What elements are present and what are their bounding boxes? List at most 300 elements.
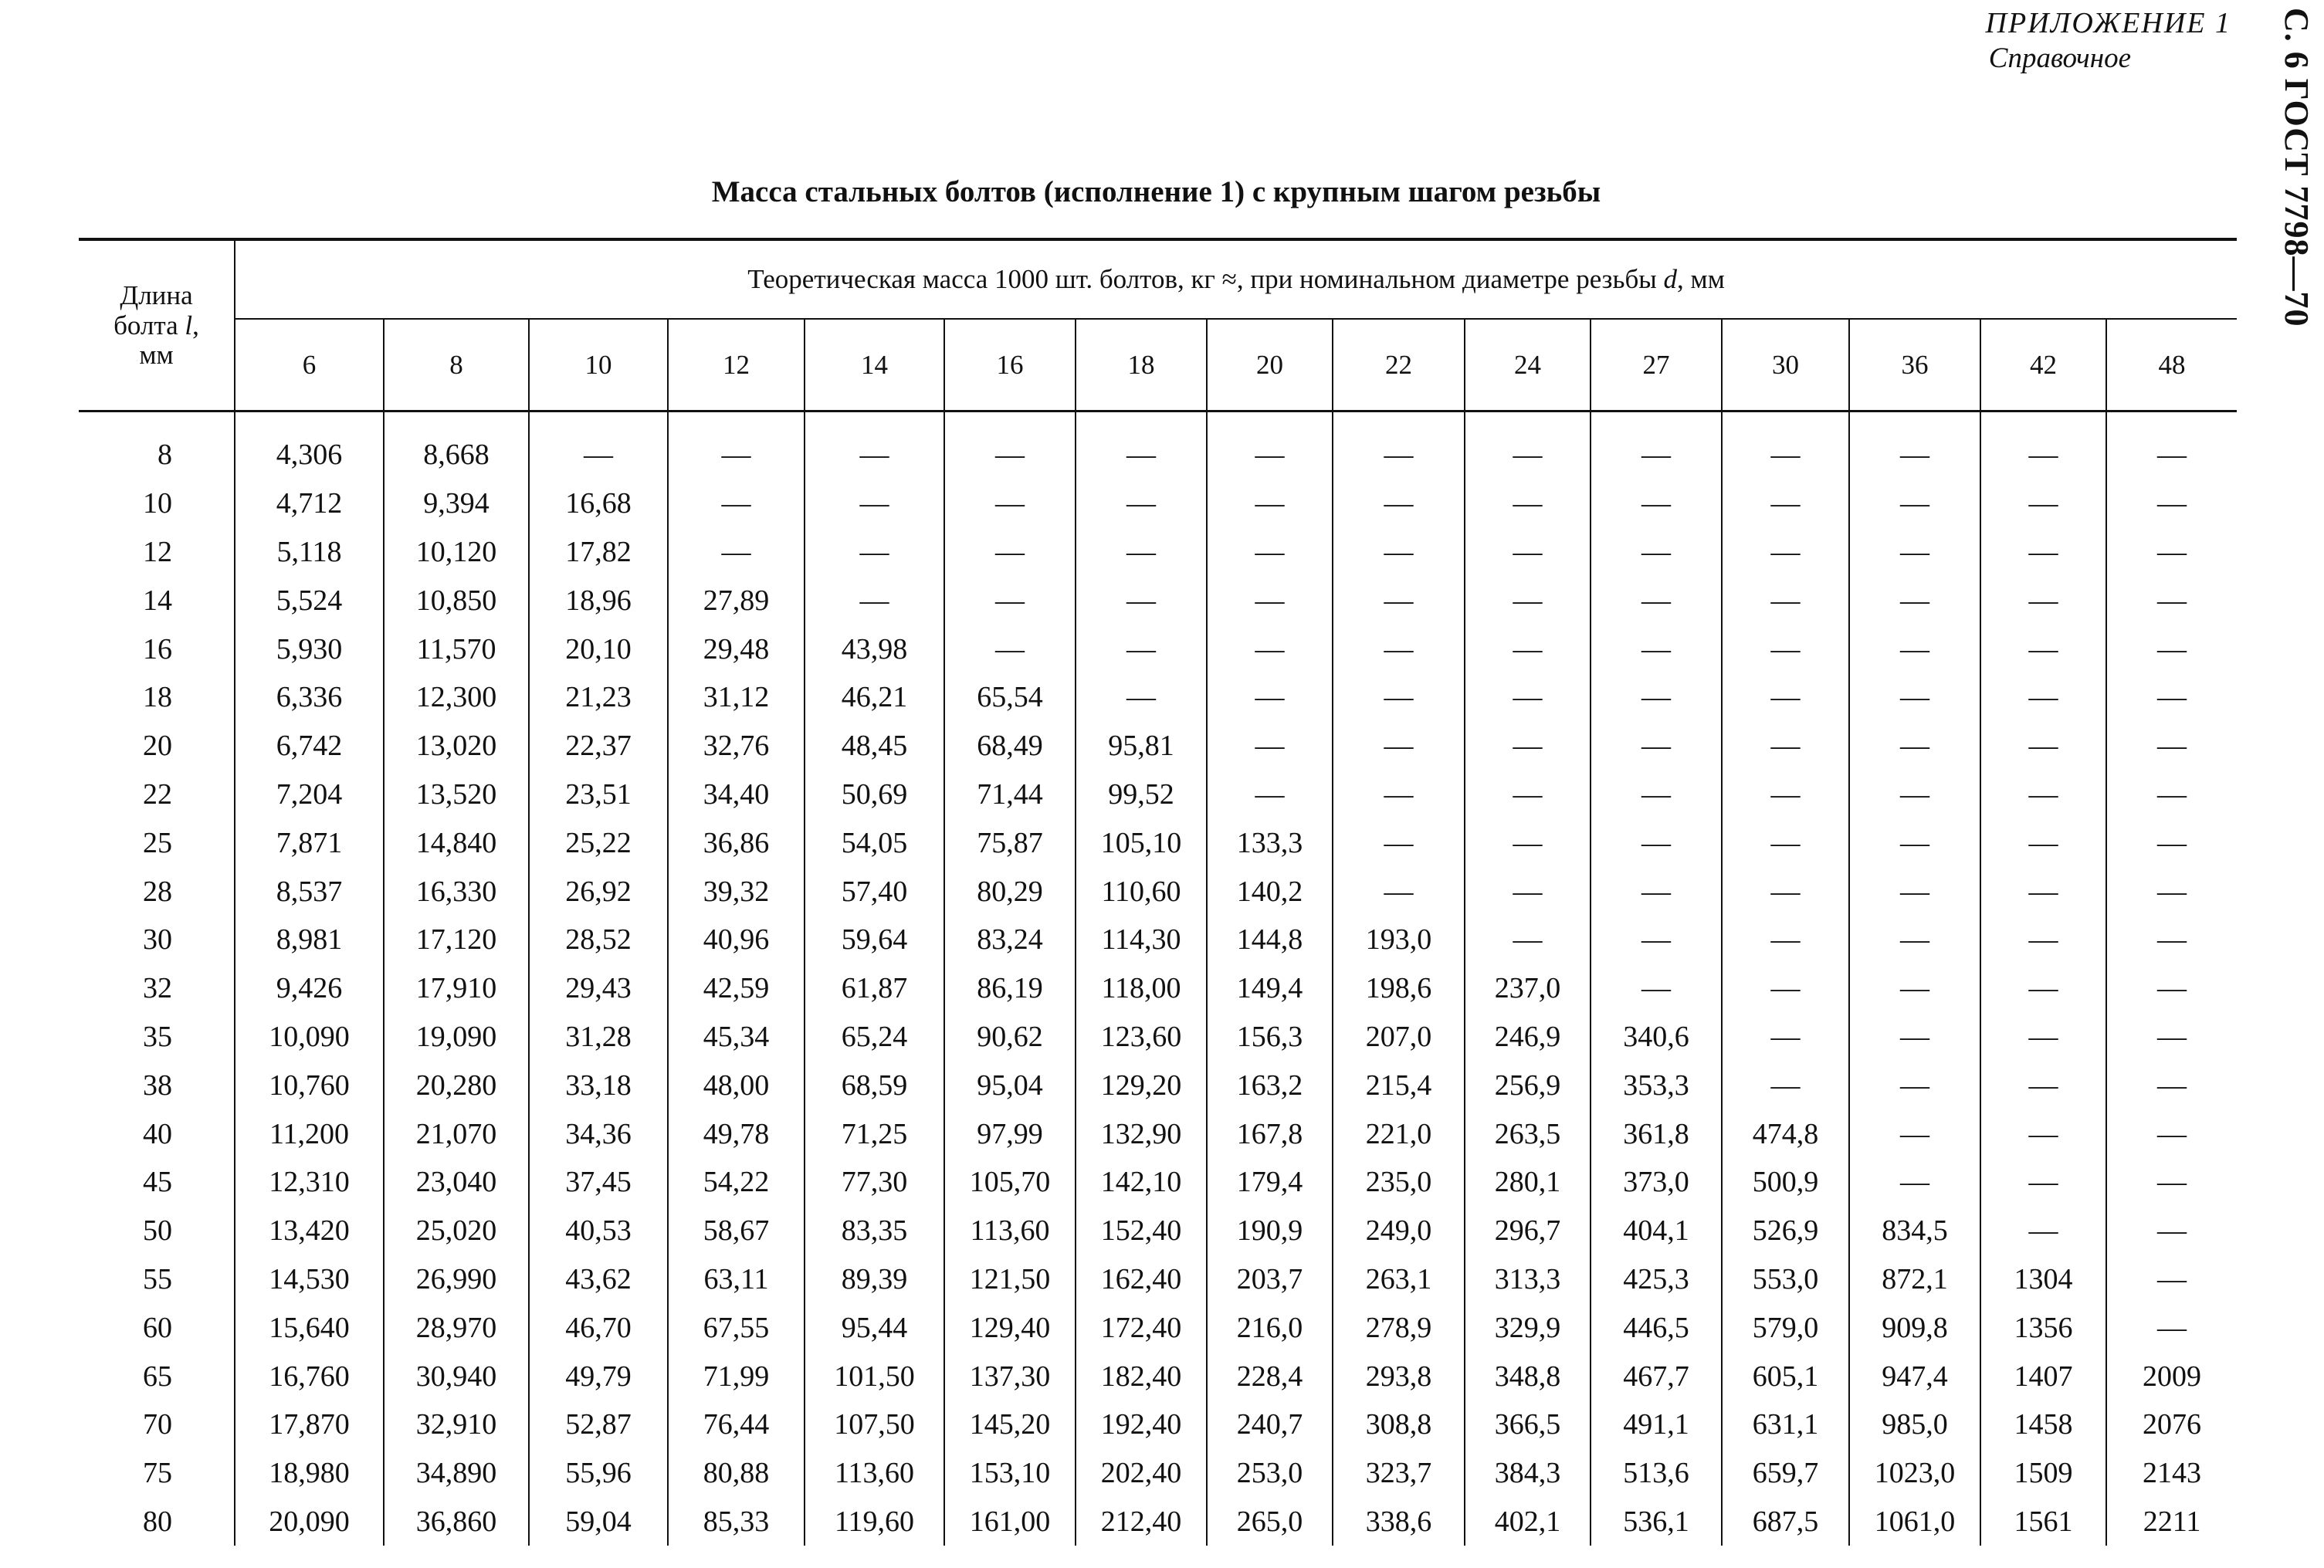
mass-cell-d8: 19,090: [384, 1013, 529, 1062]
spacer-cell: [1980, 411, 2106, 432]
table-row: [79, 770, 2237, 819]
diameter-header-row: [79, 319, 2237, 411]
mass-cell-d20: —: [1207, 479, 1333, 528]
diameter-header-42: 42: [1980, 319, 2106, 411]
mass-cell-d30: —: [1722, 722, 1849, 770]
mass-cell-d22: 221,0: [1333, 1109, 1465, 1158]
mass-cell-d10: 34,36: [529, 1109, 668, 1158]
table-row: [79, 625, 2237, 673]
mass-cell-d16: 90,62: [944, 1013, 1076, 1062]
diameter-header-16: 16: [944, 319, 1076, 411]
mass-cell-d27: —: [1591, 673, 1722, 722]
mass-cell-d48: —: [2157, 681, 2187, 714]
mass-cell-d18: 114,30: [1076, 916, 1207, 964]
mass-cell-d20: 190,9: [1207, 1207, 1333, 1255]
mass-cell-d20: 149,4: [1207, 964, 1333, 1013]
diameter-header-14: 14: [805, 319, 944, 411]
mass-cell-d18: 142,10: [1076, 1158, 1207, 1207]
mass-cell-d24: 348,8: [1465, 1352, 1591, 1400]
mass-cell-d16: 95,04: [944, 1061, 1076, 1109]
mass-cell-d18: 192,40: [1076, 1400, 1207, 1449]
table-row: [79, 1400, 2237, 1449]
mass-cell-d48: —: [2157, 632, 2187, 665]
spacer-cell: [1076, 411, 1207, 432]
length-header-line1: Длина: [120, 280, 193, 310]
mass-cell-d14: 50,69: [805, 770, 944, 819]
mass-cell-d6: 5,930: [235, 625, 384, 673]
mass-cell-d14: 57,40: [805, 867, 944, 916]
table-row: [79, 818, 2237, 867]
mass-cell-d36: 1023,0: [1849, 1449, 1980, 1498]
diameter-header-22: 22: [1333, 319, 1465, 411]
mass-cell-d16: 129,40: [944, 1303, 1076, 1352]
mass-cell-d12: 39,32: [668, 867, 805, 916]
mass-cell-d14: 68,59: [805, 1061, 944, 1109]
mass-cell-d48: 2076: [2143, 1408, 2202, 1441]
mass-cell-d42: —: [1980, 770, 2106, 819]
diameter-header-20: 20: [1207, 319, 1333, 411]
table-row: [79, 1255, 2237, 1304]
mass-cell-d48: —: [2157, 923, 2187, 957]
mass-cell-d14: 59,64: [805, 916, 944, 964]
mass-cell-d14: 89,39: [805, 1255, 944, 1304]
mass-cell-d24: 256,9: [1465, 1061, 1591, 1109]
mass-cell-d14: 43,98: [805, 625, 944, 673]
mass-cell-d8: 16,330: [384, 867, 529, 916]
mass-cell-d36: —: [1849, 722, 1980, 770]
mass-cell-d30: —: [1722, 625, 1849, 673]
mass-cell-d48: 2143: [2143, 1457, 2202, 1490]
table-row: [79, 1207, 2237, 1255]
bolt-length-cell: 38: [79, 1061, 235, 1109]
mass-cell-d18: 110,60: [1076, 867, 1207, 916]
mass-cell-d8: 13,020: [384, 722, 529, 770]
mass-cell-d14: 54,05: [805, 818, 944, 867]
mass-cell-d42: —: [1980, 1061, 2106, 1109]
mass-cell-d22: —: [1333, 625, 1465, 673]
mass-cell-d30: 659,7: [1722, 1449, 1849, 1498]
length-header-suffix: ,: [192, 310, 199, 340]
mass-cell-d22: 338,6: [1333, 1498, 1465, 1546]
mass-cell-d48: —: [2157, 1117, 2187, 1150]
mass-cell-d8: 34,890: [384, 1449, 529, 1498]
bolt-length-cell: 8: [79, 431, 235, 479]
mass-cell-d30: 526,9: [1722, 1207, 1849, 1255]
mass-cell-d24: —: [1465, 818, 1591, 867]
mass-cell-d18: —: [1076, 673, 1207, 722]
mass-cell-d22: 198,6: [1333, 964, 1465, 1013]
mass-cell-d48: —: [2157, 1020, 2187, 1053]
bolt-length-cell: 70: [79, 1400, 235, 1449]
mass-cell-d10: 18,96: [529, 576, 668, 625]
spacer-cell: [384, 411, 529, 432]
mass-cell-d48: —: [2157, 777, 2187, 811]
mass-cell-d16: 161,00: [944, 1498, 1076, 1546]
mass-cell-d48: —: [2157, 439, 2187, 472]
table-row: [79, 1109, 2237, 1158]
spacer-cell: [529, 411, 668, 432]
spacer-cell: [79, 411, 235, 432]
mass-cell-d30: —: [1722, 1061, 1849, 1109]
mass-cell-d42: 1509: [1980, 1449, 2106, 1498]
mass-cell-d20: 216,0: [1207, 1303, 1333, 1352]
mass-cell-d6: 15,640: [235, 1303, 384, 1352]
mass-cell-d22: 215,4: [1333, 1061, 1465, 1109]
mass-cell-d30: 687,5: [1722, 1498, 1849, 1546]
mass-cell-d36: —: [1849, 964, 1980, 1013]
bolt-length-cell: 10: [79, 479, 235, 528]
table-row: [79, 1013, 2237, 1062]
mass-cell-d27: 536,1: [1591, 1498, 1722, 1546]
table-row: [79, 431, 2237, 479]
mass-cell-d10: 46,70: [529, 1303, 668, 1352]
mass-cell-d10: 26,92: [529, 867, 668, 916]
mass-cell-d22: —: [1333, 528, 1465, 577]
mass-cell-d8: 26,990: [384, 1255, 529, 1304]
mass-cell-d8: 17,120: [384, 916, 529, 964]
mass-cell-d12: 76,44: [668, 1400, 805, 1449]
mass-cell-d18: 95,81: [1076, 722, 1207, 770]
mass-cell-d20: —: [1207, 576, 1333, 625]
mass-cell-d24: 263,5: [1465, 1109, 1591, 1158]
mass-cell-d14: 95,44: [805, 1303, 944, 1352]
mass-cell-d48: —: [2157, 1214, 2187, 1248]
mass-cell-d14: 113,60: [805, 1449, 944, 1498]
mass-cell-d22: 308,8: [1333, 1400, 1465, 1449]
page-side-label: С. 6 ГОСТ 7798—70: [2278, 8, 2316, 327]
mass-cell-d8: 28,970: [384, 1303, 529, 1352]
mass-cell-d20: 163,2: [1207, 1061, 1333, 1109]
mass-cell-d48: —: [2157, 875, 2187, 908]
diameter-header-30: 30: [1722, 319, 1849, 411]
mass-cell-d24: —: [1465, 528, 1591, 577]
bolt-length-cell: 35: [79, 1013, 235, 1062]
mass-cell-d14: 71,25: [805, 1109, 944, 1158]
mass-cell-d16: 145,20: [944, 1400, 1076, 1449]
table-row: [79, 867, 2237, 916]
mass-cell-d18: 212,40: [1076, 1498, 1207, 1546]
appendix-title: ПРИЛОЖЕНИЕ 1: [1985, 7, 2231, 39]
mass-cell-d8: 21,070: [384, 1109, 529, 1158]
mass-cell-d22: 207,0: [1333, 1013, 1465, 1062]
mass-cell-d8: 13,520: [384, 770, 529, 819]
mass-cell-d6: 9,426: [235, 964, 384, 1013]
mass-cell-d12: 80,88: [668, 1449, 805, 1498]
mass-cell-d12: 31,12: [668, 673, 805, 722]
spacer-cell: [1207, 411, 1333, 432]
table-row: [79, 576, 2237, 625]
mass-cell-d16: 153,10: [944, 1449, 1076, 1498]
mass-cell-d27: —: [1591, 916, 1722, 964]
mass-cell-d6: 16,760: [235, 1352, 384, 1400]
mass-cell-d8: 25,020: [384, 1207, 529, 1255]
mass-cell-d20: 228,4: [1207, 1352, 1333, 1400]
mass-cell-d30: 553,0: [1722, 1255, 1849, 1304]
mass-cell-d48: —: [2157, 1262, 2187, 1295]
mass-cell-d36: —: [1849, 528, 1980, 577]
mass-cell-d14: 77,30: [805, 1158, 944, 1207]
span-header-prefix: Теоретическая масса 1000 шт. болтов, кг ≈, при номинальном диаметре резьбы: [747, 264, 1664, 294]
mass-cell-d42: —: [1980, 576, 2106, 625]
spacer-cell: [805, 411, 944, 432]
spacer-cell: [1722, 411, 1849, 432]
mass-cell-d30: 500,9: [1722, 1158, 1849, 1207]
mass-cell-d6: 11,200: [235, 1109, 384, 1158]
mass-cell-d42: —: [1980, 916, 2106, 964]
mass-cell-d10: 31,28: [529, 1013, 668, 1062]
mass-cell-d42: 1356: [1980, 1303, 2106, 1352]
mass-cell-d16: 113,60: [944, 1207, 1076, 1255]
mass-cell-d12: 48,00: [668, 1061, 805, 1109]
mass-cell-d24: —: [1465, 722, 1591, 770]
mass-cell-d8: 8,668: [384, 431, 529, 479]
mass-cell-d8: 32,910: [384, 1400, 529, 1449]
mass-cell-d48: —: [2157, 584, 2187, 617]
mass-cell-d30: —: [1722, 770, 1849, 819]
mass-cell-d27: 353,3: [1591, 1061, 1722, 1109]
spacer-cell: [235, 411, 384, 432]
mass-cell-d10: 59,04: [529, 1498, 668, 1546]
mass-cell-d42: —: [1980, 964, 2106, 1013]
mass-cell-d12: 40,96: [668, 916, 805, 964]
mass-cell-d27: —: [1591, 818, 1722, 867]
mass-cell-d27: 491,1: [1591, 1400, 1722, 1449]
mass-cell-d16: —: [944, 479, 1076, 528]
spacer-cell: [944, 411, 1076, 432]
mass-cell-d27: 373,0: [1591, 1158, 1722, 1207]
mass-cell-d22: —: [1333, 431, 1465, 479]
mass-cell-d42: —: [1980, 1109, 2106, 1158]
mass-cell-d42: —: [1980, 528, 2106, 577]
table-row: [79, 964, 2237, 1013]
table-row: [79, 1498, 2237, 1546]
table-body: [79, 411, 2237, 1546]
bolt-length-cell: 12: [79, 528, 235, 577]
mass-cell-d14: —: [805, 576, 944, 625]
mass-cell-d27: 425,3: [1591, 1255, 1722, 1304]
mass-cell-d18: —: [1076, 625, 1207, 673]
bolt-mass-table: [79, 238, 2237, 1546]
spacer-row: [79, 411, 2237, 432]
mass-cell-d16: —: [944, 576, 1076, 625]
mass-cell-d10: 29,43: [529, 964, 668, 1013]
mass-cell-d10: 23,51: [529, 770, 668, 819]
diameter-header-48: 48: [2106, 319, 2237, 411]
mass-cell-d10: 37,45: [529, 1158, 668, 1207]
mass-cell-d27: —: [1591, 964, 1722, 1013]
mass-cell-d12: 49,78: [668, 1109, 805, 1158]
diameter-header-8: 8: [384, 319, 529, 411]
mass-cell-d30: —: [1722, 916, 1849, 964]
mass-cell-d27: —: [1591, 625, 1722, 673]
mass-cell-d16: 137,30: [944, 1352, 1076, 1400]
mass-cell-d22: 263,1: [1333, 1255, 1465, 1304]
mass-cell-d8: 17,910: [384, 964, 529, 1013]
mass-cell-d48: —: [2157, 1068, 2187, 1102]
mass-cell-d20: —: [1207, 528, 1333, 577]
mass-cell-d22: —: [1333, 576, 1465, 625]
mass-cell-d42: —: [1980, 722, 2106, 770]
mass-cell-d27: 361,8: [1591, 1109, 1722, 1158]
mass-cell-d27: —: [1591, 479, 1722, 528]
mass-cell-d20: 265,0: [1207, 1498, 1333, 1546]
mass-cell-d12: —: [668, 479, 805, 528]
mass-cell-d18: 182,40: [1076, 1352, 1207, 1400]
mass-cell-d18: —: [1076, 576, 1207, 625]
mass-cell-d10: 16,68: [529, 479, 668, 528]
mass-cell-d6: 6,336: [235, 673, 384, 722]
mass-cell-d24: 237,0: [1465, 964, 1591, 1013]
mass-cell-d27: —: [1591, 770, 1722, 819]
diameter-header-36: 36: [1849, 319, 1980, 411]
mass-cell-d48: 2009: [2143, 1360, 2202, 1393]
diameter-header-10: 10: [529, 319, 668, 411]
mass-cell-d12: 34,40: [668, 770, 805, 819]
bolt-length-cell: 18: [79, 673, 235, 722]
mass-cell-d30: —: [1722, 867, 1849, 916]
length-column-header: [79, 239, 235, 411]
mass-cell-d42: —: [1980, 1013, 2106, 1062]
span-header-var: d: [1663, 264, 1678, 294]
mass-cell-d48: —: [2157, 1166, 2187, 1199]
mass-cell-d42: —: [1980, 867, 2106, 916]
mass-cell-d48: —: [2157, 826, 2187, 859]
mass-cell-d48: —: [2157, 535, 2187, 568]
mass-cell-d8: 10,120: [384, 528, 529, 577]
mass-cell-d10: 52,87: [529, 1400, 668, 1449]
mass-cell-d27: 340,6: [1591, 1013, 1722, 1062]
mass-cell-d20: 179,4: [1207, 1158, 1333, 1207]
table-title: Масса стальных болтов (исполнение 1) с крупным шагом резьбы: [711, 175, 1601, 208]
mass-cell-d14: 101,50: [805, 1352, 944, 1400]
mass-cell-d12: 67,55: [668, 1303, 805, 1352]
mass-cell-d36: —: [1849, 916, 1980, 964]
mass-cell-d27: 446,5: [1591, 1303, 1722, 1352]
mass-cell-d6: 7,871: [235, 818, 384, 867]
mass-cell-d48: —: [2157, 1311, 2187, 1344]
mass-cell-d22: 235,0: [1333, 1158, 1465, 1207]
diameter-header-6: 6: [235, 319, 384, 411]
mass-cell-d36: —: [1849, 576, 1980, 625]
mass-cell-d42: 1458: [1980, 1400, 2106, 1449]
mass-cell-d30: 579,0: [1722, 1303, 1849, 1352]
mass-cell-d22: —: [1333, 673, 1465, 722]
mass-cell-d8: 30,940: [384, 1352, 529, 1400]
mass-cell-d12: 71,99: [668, 1352, 805, 1400]
mass-cell-d14: —: [805, 528, 944, 577]
table-row: [79, 1061, 2237, 1109]
spacer-cell: [1333, 411, 1465, 432]
span-header-suffix: , мм: [1677, 264, 1725, 294]
mass-cell-d10: —: [529, 431, 668, 479]
bolt-length-cell: 14: [79, 576, 235, 625]
mass-cell-d36: —: [1849, 867, 1980, 916]
mass-cell-d18: 162,40: [1076, 1255, 1207, 1304]
length-header-var: l: [185, 310, 193, 340]
mass-cell-d16: 65,54: [944, 673, 1076, 722]
mass-cell-d20: 253,0: [1207, 1449, 1333, 1498]
mass-cell-d24: —: [1465, 916, 1591, 964]
mass-cell-d6: 10,090: [235, 1013, 384, 1062]
mass-cell-d36: —: [1849, 479, 1980, 528]
mass-cell-d6: 4,712: [235, 479, 384, 528]
mass-cell-d22: —: [1333, 479, 1465, 528]
mass-cell-d24: 366,5: [1465, 1400, 1591, 1449]
mass-cell-d10: 43,62: [529, 1255, 668, 1304]
mass-cell-d18: 152,40: [1076, 1207, 1207, 1255]
mass-cell-d48: —: [2157, 730, 2187, 763]
mass-cell-d30: —: [1722, 528, 1849, 577]
mass-cell-d36: 1061,0: [1849, 1498, 1980, 1546]
mass-cell-d8: 12,300: [384, 673, 529, 722]
mass-cell-d14: 61,87: [805, 964, 944, 1013]
mass-cell-d12: 27,89: [668, 576, 805, 625]
mass-cell-d12: 45,34: [668, 1013, 805, 1062]
table-row: [79, 1158, 2237, 1207]
mass-cell-d12: —: [668, 431, 805, 479]
mass-cell-d20: 203,7: [1207, 1255, 1333, 1304]
bolt-length-cell: 75: [79, 1449, 235, 1498]
mass-cell-d36: 985,0: [1849, 1400, 1980, 1449]
mass-cell-d27: —: [1591, 431, 1722, 479]
bolt-length-cell: 60: [79, 1303, 235, 1352]
length-header-line2: [79, 311, 234, 341]
mass-cell-d6: 5,118: [235, 528, 384, 577]
mass-cell-d22: —: [1333, 722, 1465, 770]
mass-cell-d20: 167,8: [1207, 1109, 1333, 1158]
mass-cell-d22: 278,9: [1333, 1303, 1465, 1352]
mass-cell-d12: 36,86: [668, 818, 805, 867]
mass-cell-d10: 25,22: [529, 818, 668, 867]
mass-cell-d36: 947,4: [1849, 1352, 1980, 1400]
spacer-cell: [1849, 411, 1980, 432]
bolt-length-cell: 20: [79, 722, 235, 770]
mass-cell-d30: —: [1722, 431, 1849, 479]
mass-cell-d12: 63,11: [668, 1255, 805, 1304]
mass-cell-d42: —: [1980, 625, 2106, 673]
bolt-length-cell: 40: [79, 1109, 235, 1158]
mass-cell-d16: —: [944, 625, 1076, 673]
mass-cell-d14: 83,35: [805, 1207, 944, 1255]
bolt-length-cell: 80: [79, 1498, 235, 1546]
mass-cell-d24: —: [1465, 770, 1591, 819]
mass-cell-d30: —: [1722, 479, 1849, 528]
mass-cell-d42: —: [1980, 1207, 2106, 1255]
mass-cell-d12: 54,22: [668, 1158, 805, 1207]
mass-cell-d30: —: [1722, 1013, 1849, 1062]
mass-cell-d20: 140,2: [1207, 867, 1333, 916]
mass-cell-d20: —: [1207, 625, 1333, 673]
bolt-length-cell: 28: [79, 867, 235, 916]
mass-cell-d10: 22,37: [529, 722, 668, 770]
mass-cell-d18: 99,52: [1076, 770, 1207, 819]
mass-cell-d24: —: [1465, 479, 1591, 528]
mass-cell-d18: —: [1076, 479, 1207, 528]
mass-cell-d36: —: [1849, 1109, 1980, 1158]
appendix-subtitle: Справочное: [1988, 42, 2131, 74]
mass-cell-d8: 10,850: [384, 576, 529, 625]
mass-cell-d42: —: [1980, 479, 2106, 528]
mass-cell-d20: —: [1207, 770, 1333, 819]
table-row: [79, 673, 2237, 722]
length-header-prefix: болта: [113, 310, 185, 340]
bolt-length-cell: 55: [79, 1255, 235, 1304]
mass-cell-d20: 156,3: [1207, 1013, 1333, 1062]
bolt-length-cell: 50: [79, 1207, 235, 1255]
mass-cell-d8: 11,570: [384, 625, 529, 673]
mass-cell-d16: 80,29: [944, 867, 1076, 916]
spacer-cell: [1465, 411, 1591, 432]
